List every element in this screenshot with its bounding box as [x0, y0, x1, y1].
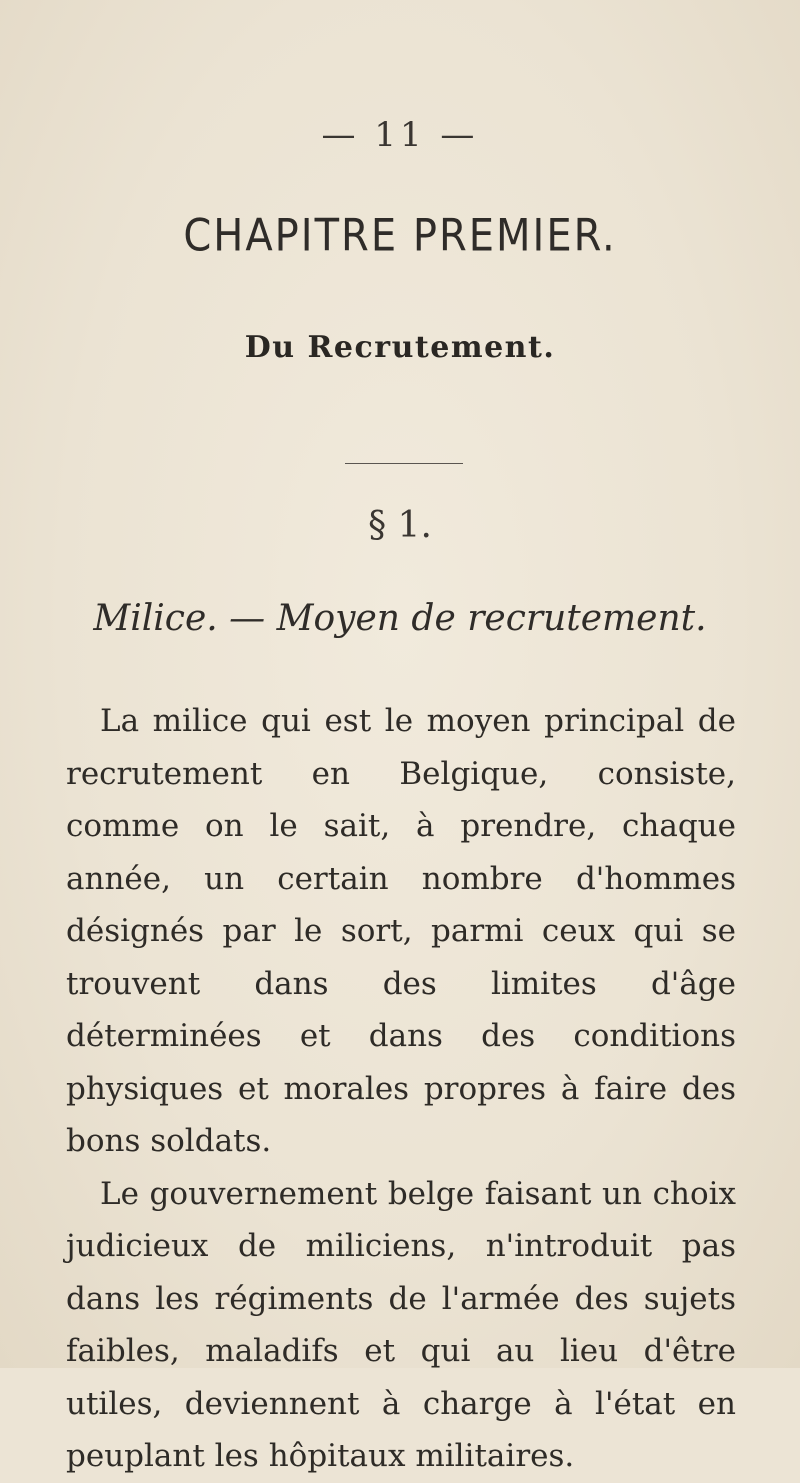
chapter-title: CHAPITRE PREMIER. — [183, 210, 617, 262]
paragraph: Le gouvernement belge faisant un choix judicieux de miliciens, n'introduit pas dans les régiments de l'armée des sujets faibles, maladifs et qui au lieu d'être utiles, deviennent à charge à l'état en peuplant les hôpitaux militaires. — [66, 1175, 736, 1474]
paragraph: La milice qui est le moyen principal de recrutement en Belgique, consiste, comme on le sait, à prendre, chaque année, un certain nombre d'hommes désignés par le sort, parmi ceux qui se trouvent dans des limites d'âge déterminées et dans des conditions physiques et morales propres à faire des bons soldats. — [66, 703, 736, 1159]
section-mark: § 1. — [368, 505, 432, 546]
chapter-subtitle: Du Recrutement. — [244, 330, 556, 365]
page-number: — 11 — — [321, 115, 479, 155]
body-text — [66, 695, 736, 1483]
section-title: Milice. — Moyen de recrutement. — [93, 598, 707, 639]
divider-rule — [345, 463, 463, 464]
